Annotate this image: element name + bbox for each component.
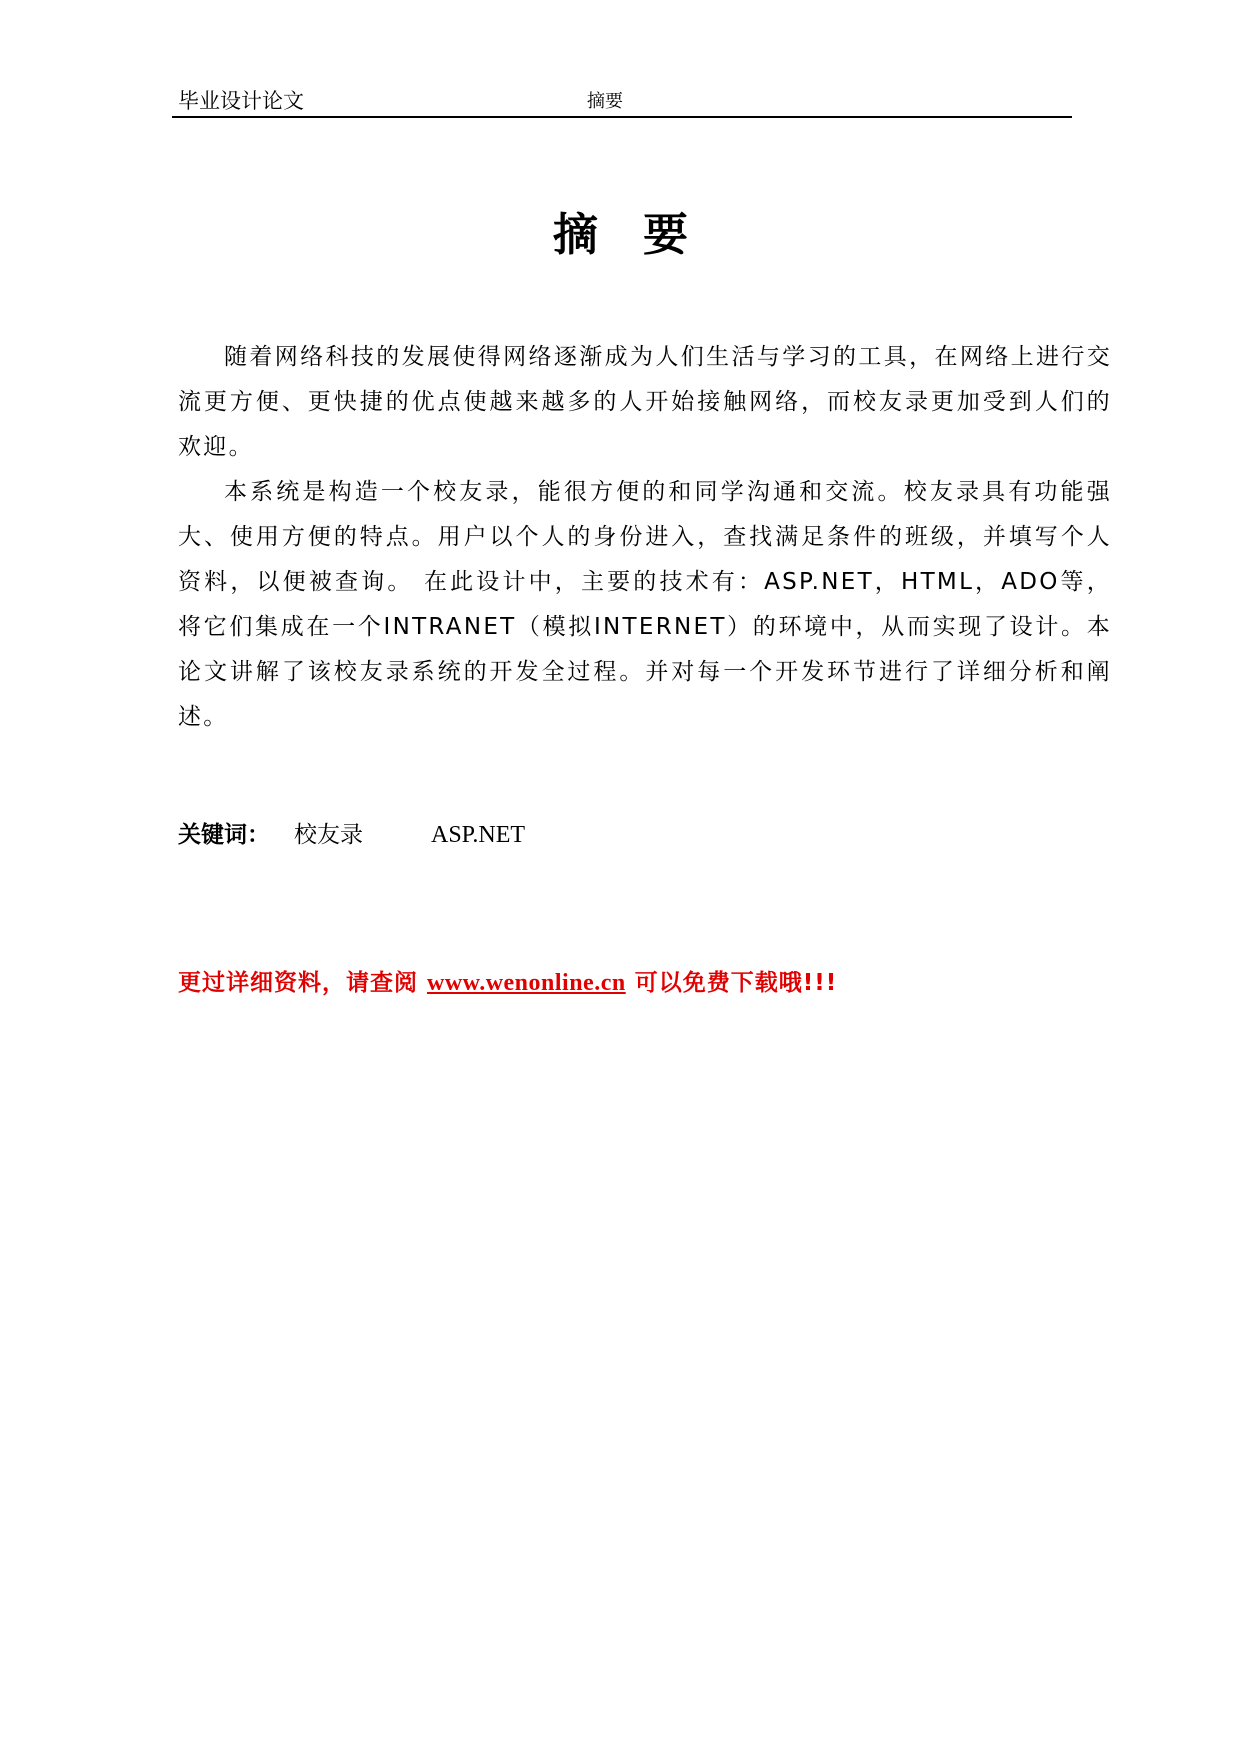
header-thesis-label: 毕业设计论文 (178, 89, 304, 113)
abstract-paragraph-1: 随着网络科技的发展使得网络逐渐成为人们生活与学习的工具，在网络上进行交流更方便、更快捷的优点使越来越多的人开始接触网络，而校友录更加受到人们的欢迎。 (178, 344, 1112, 460)
page-title (0, 205, 1241, 265)
page-header (172, 88, 1072, 118)
promo-prefix: 更过详细资料，请查阅 (178, 970, 418, 996)
abstract-paragraph-2: 本系统是构造一个校友录，能很方便的和同学沟通和交流。校友录具有功能强大、使用方便的特点。用户以个人的身份进入，查找满足条件的班级，并填写个人资料，以便被查询。 在此设计中，主要的技术有：ASP.NET，HTML，ADO等，将它们集成在一个INTRANET（模拟INTERNET）的环境中，从而实现了设计。本论文讲解了该校友录系统的开发全过程。并对每一个开发环节进行了详细分析和阐述。 (178, 479, 1112, 730)
keyword-item: 校友录 (294, 822, 363, 848)
title-char-2: 要 (643, 208, 689, 261)
keywords-label: 关键词： (178, 822, 270, 848)
abstract-body (178, 335, 1112, 740)
keyword-item: ASP.NET (431, 822, 526, 848)
promo-suffix: 可以免费下载哦!!! (634, 970, 838, 996)
promo-notice (178, 966, 837, 1000)
promo-link[interactable]: www.wenonline.cn (427, 970, 626, 996)
header-section-label: 摘要 (587, 91, 623, 112)
keywords-line (178, 818, 525, 852)
title-char-1: 摘 (552, 208, 598, 261)
